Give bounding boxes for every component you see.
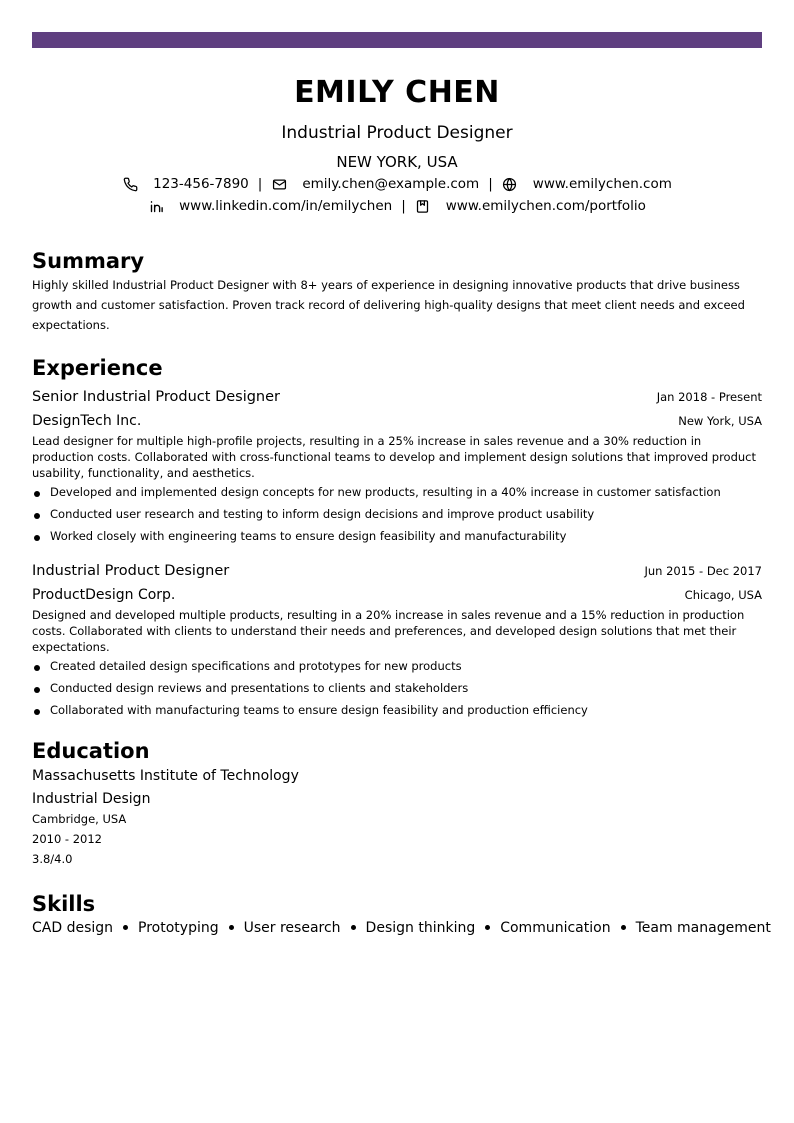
skill-item: Prototyping xyxy=(138,920,219,936)
job-entry xyxy=(32,387,762,544)
job-entry xyxy=(32,561,762,718)
bullet-text: Worked closely with engineering teams to ensure design feasibility and manufacturability xyxy=(50,529,567,543)
skills-list xyxy=(32,918,771,938)
list-item xyxy=(32,658,762,674)
contact-line-secondary xyxy=(32,196,762,216)
list-item xyxy=(32,680,762,696)
job-company: ProductDesign Corp. xyxy=(32,587,176,603)
list-item xyxy=(32,506,762,522)
bullet-dot-icon xyxy=(34,491,40,497)
skills-section xyxy=(32,891,771,938)
bullet-dot-icon xyxy=(34,513,40,519)
skill-separator-dot xyxy=(123,925,128,930)
list-item xyxy=(32,484,762,500)
skill-item: Team management xyxy=(635,920,771,936)
education-location: Cambridge, USA xyxy=(32,812,127,826)
skills-title: Skills xyxy=(32,892,96,916)
bookmark-icon xyxy=(415,198,431,214)
experience-section xyxy=(32,355,762,718)
contact-separator: | xyxy=(488,176,493,192)
bullet-text: Collaborated with manufacturing teams to ensure design feasibility and production efficiency xyxy=(50,703,588,717)
skill-item: User research xyxy=(243,920,341,936)
job-bullets xyxy=(32,658,762,718)
job-title: Industrial Product Designer xyxy=(32,563,230,579)
skill-separator-dot xyxy=(621,925,626,930)
portfolio-link[interactable]: www.emilychen.com/portfolio xyxy=(445,198,646,214)
list-item xyxy=(32,528,762,544)
envelope-icon xyxy=(271,176,287,192)
contact-line-primary xyxy=(32,174,762,194)
job-bullets xyxy=(32,484,762,544)
linkedin-link[interactable]: www.linkedin.com/in/emilychen xyxy=(179,198,393,214)
bullet-text: Created detailed design specifications and prototypes for new products xyxy=(50,659,462,673)
bullet-dot-icon xyxy=(34,709,40,715)
email-link[interactable]: emily.chen@example.com xyxy=(302,176,480,192)
list-item xyxy=(32,702,762,718)
phone-number[interactable]: 123-456-7890 xyxy=(153,176,249,192)
job-dates: Jun 2015 - Dec 2017 xyxy=(644,564,762,578)
linkedin-icon xyxy=(148,198,164,214)
accent-bar xyxy=(32,32,762,48)
education-field: Industrial Design xyxy=(32,791,151,807)
summary-title: Summary xyxy=(32,249,145,273)
skill-separator-dot xyxy=(485,925,490,930)
skill-item: Communication xyxy=(500,920,611,936)
candidate-location: NEW YORK, USA xyxy=(336,153,458,171)
experience-title: Experience xyxy=(32,356,163,380)
job-location: New York, USA xyxy=(678,414,762,428)
phone-icon xyxy=(122,176,138,192)
skill-item: Design thinking xyxy=(365,920,476,936)
contact-separator: | xyxy=(257,176,263,192)
skill-separator-dot xyxy=(351,925,356,930)
contact-separator: | xyxy=(401,198,406,214)
summary-text: Highly skilled Industrial Product Designer with 8+ years of experience in designing innovative products that drive business growth and customer satisfaction. Proven track record of delivering high-quality designs that meet client needs and exceed expectations. xyxy=(32,278,745,332)
bullet-dot-icon xyxy=(34,665,40,671)
bullet-text: Conducted user research and testing to inform design decisions and improve product usability xyxy=(50,507,595,521)
education-dates: 2010 - 2012 xyxy=(32,832,102,846)
bullet-dot-icon xyxy=(34,535,40,541)
education-title: Education xyxy=(32,739,150,763)
bullet-text: Developed and implemented design concepts for new products, resulting in a 40% increase in customer satisfaction xyxy=(50,485,721,499)
bullet-dot-icon xyxy=(34,687,40,693)
education-school: Massachusetts Institute of Technology xyxy=(32,768,299,784)
job-description: Designed and developed multiple products, resulting in a 20% increase in sales revenue and a 15% reduction in production costs. Collaborated with clients to understand their needs and preferences, and developed design solutions that met their expectations. xyxy=(32,608,745,654)
job-company: DesignTech Inc. xyxy=(32,413,142,429)
job-title: Senior Industrial Product Designer xyxy=(32,389,281,405)
job-location: Chicago, USA xyxy=(684,588,762,602)
candidate-name: EMILY CHEN xyxy=(294,75,500,110)
resume-page xyxy=(32,32,771,938)
candidate-headline: Industrial Product Designer xyxy=(281,123,513,143)
summary-section xyxy=(32,248,762,335)
website-link[interactable]: www.emilychen.com xyxy=(532,176,672,192)
education-gpa: 3.8/4.0 xyxy=(32,852,73,866)
job-dates: Jan 2018 - Present xyxy=(656,390,762,404)
globe-icon xyxy=(502,176,518,192)
job-description: Lead designer for multiple high-profile projects, resulting in a 25% increase in sales revenue and a 30% reduction in production costs. Collaborated with cross-functional teams to develop and implement design solutions that improved product usability, functionality, and aesthetics. xyxy=(32,434,757,480)
resume-header xyxy=(32,76,762,216)
bullet-text: Conducted design reviews and presentations to clients and stakeholders xyxy=(50,681,469,695)
skill-separator-dot xyxy=(229,925,234,930)
education-section xyxy=(32,738,762,869)
skill-item: CAD design xyxy=(32,920,114,936)
